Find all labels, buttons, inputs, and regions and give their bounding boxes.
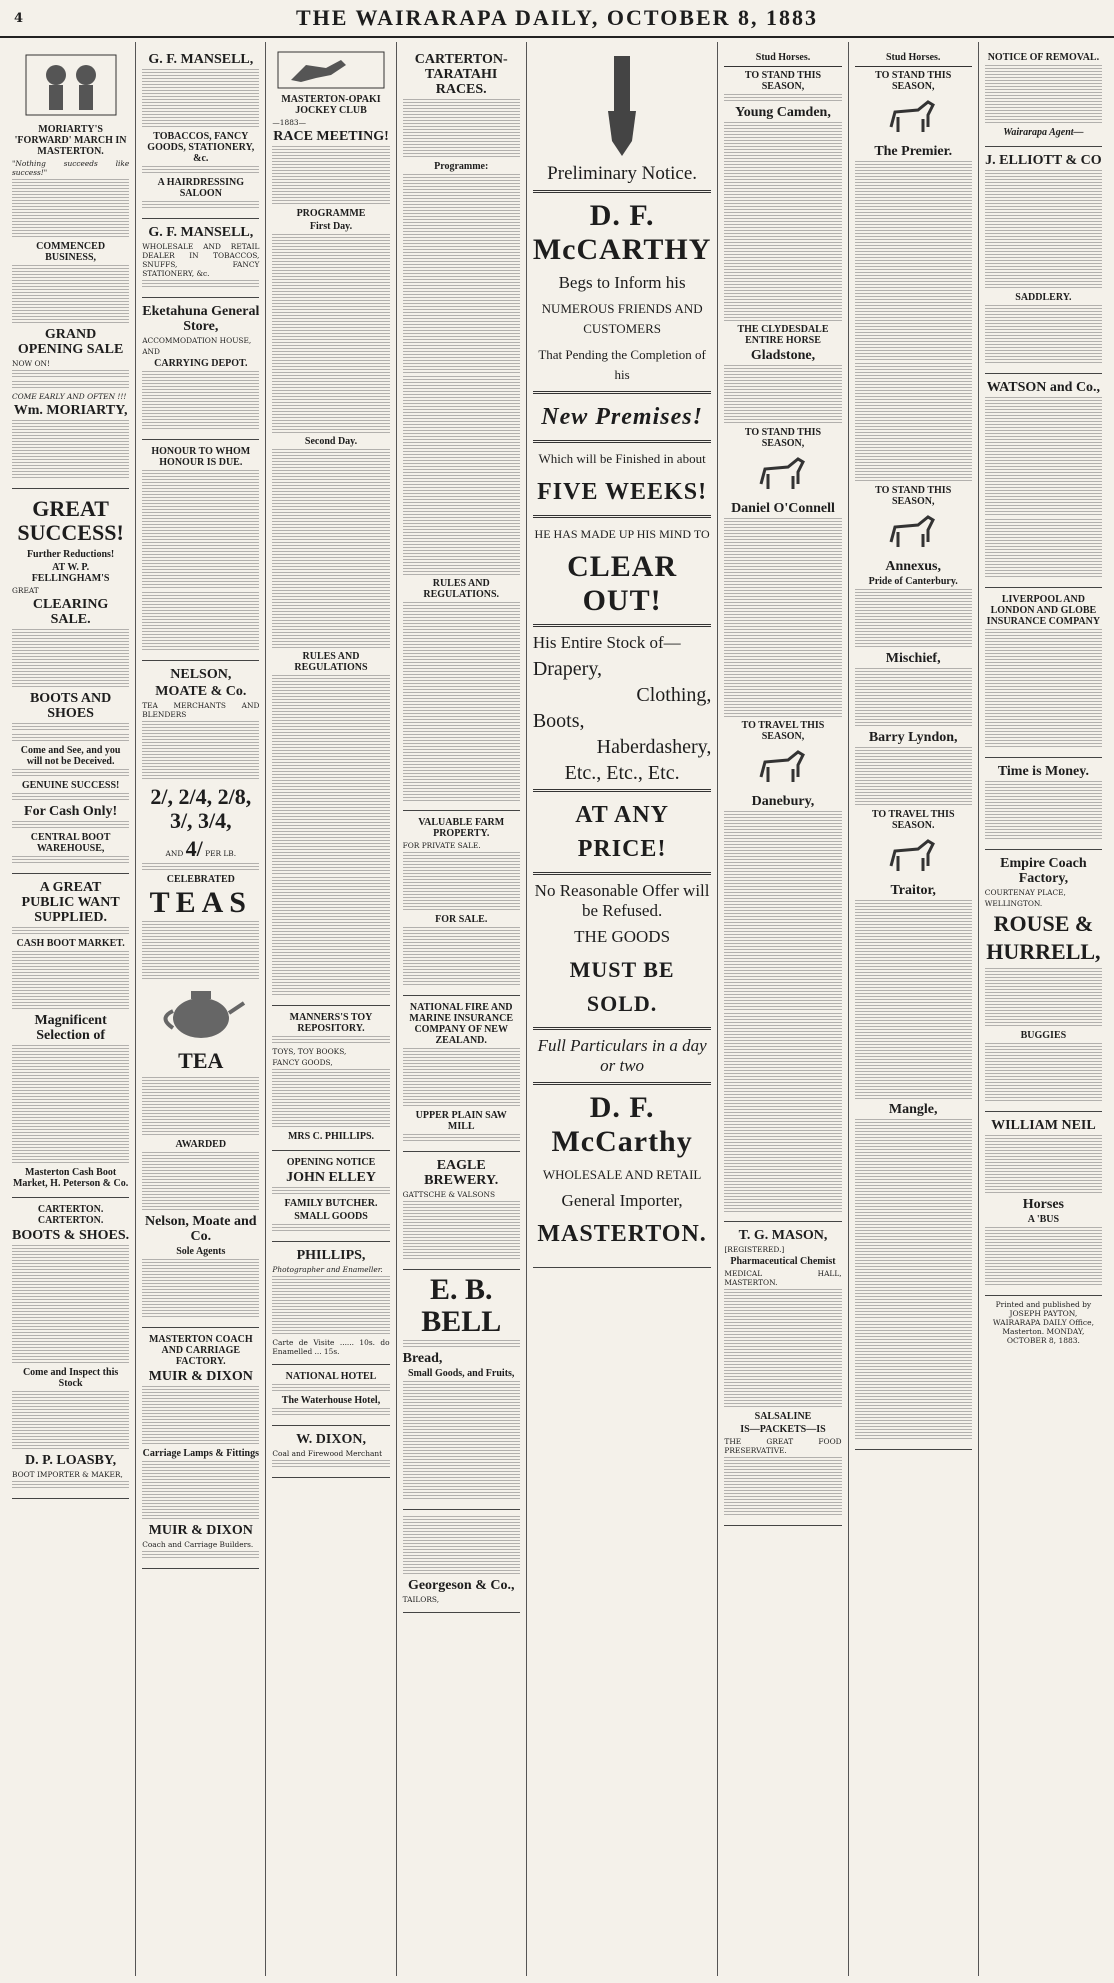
programme-heading: PROGRAMME [296,208,366,219]
come-early: COME EARLY AND OFTEN !!! [12,392,127,401]
nelson-name: NELSON, [170,667,232,682]
carrying-depot: CARRYING DEPOT. [154,358,248,369]
pending-completion: That Pending the Completion of his [538,347,706,382]
mansell-tobaccos: TOBACCOS, FANCY GOODS, STATIONERY, &c. [147,131,255,164]
moriarty-ad [12,46,129,489]
empire-ad [985,850,1102,1112]
family-butcher: FAMILY BUTCHER. [284,1198,378,1209]
etc-line: Etc., Etc., Etc. [564,762,680,784]
carriage-lamps: Carriage Lamps & Fittings [142,1448,259,1459]
clear-out: CLEAR OUT! [567,550,678,617]
carterton-heading: CARTERTON. CARTERTON. [37,1204,104,1226]
five-weeks: FIVE WEEKS! [537,479,708,505]
courtenay-place: COURTENAY PLACE, [984,888,1066,897]
buggies: BUGGIES [1020,1030,1067,1041]
registered: [REGISTERED.] [724,1245,785,1254]
no-reasonable: No Reasonable Offer will be Refused. [534,881,710,920]
mansell-sub: WHOLESALE AND RETAIL DEALER IN TOBACCOS, SNUFFS, FANCY STATIONERY, &c. [142,242,260,278]
manners-heading: MANNERS'S TOY REPOSITORY. [289,1012,373,1034]
private-sale: FOR PRIVATE SALE. [402,841,481,850]
moriarty-illustration [21,50,121,120]
awarded: AWARDED [175,1139,227,1150]
newspaper-title: THE WAIRARAPA DAILY, OCTOBER 8, 1883 [295,5,819,30]
georgeson: Georgeson & Co., [407,1578,515,1593]
mrs-phillips: MRS C. PHILLIPS. [287,1131,375,1142]
for-cash-only: For Cash Only! [24,804,118,819]
genuine-success: GENUINE SUCCESS! [21,780,120,791]
moate-name: MOATE & Co. [155,684,247,699]
hurrell: HURRELL, [986,939,1101,964]
stud-horses-ad-2 [855,46,972,1450]
rouse: ROUSE & [993,911,1094,936]
mason-name: T. G. MASON, [738,1228,828,1243]
entire-stock: His Entire Stock of— [532,633,681,652]
coach-builders: Coach and Carriage Builders. [142,1540,254,1549]
carte-prices: Carte de Visite ...... 10s. do Enamelled ... 15s. [272,1338,390,1356]
eketahuna-store: Eketahuna General Store, [142,304,260,334]
clydesdale: THE CLYDESDALE ENTIRE HORSE [737,324,829,346]
race-meeting: RACE MEETING! [273,129,389,144]
drapery: Drapery, [532,658,603,680]
imprint: Printed and published by JOSEPH PAYTON, WAIRARAPA DAILY Office, Masterton. MONDAY, OCTOBER 8, 1883. [992,1300,1094,1345]
come-inspect: Come and Inspect this Stock [22,1367,119,1389]
small-goods-fruits: Small Goods, and Fruits, [408,1368,515,1379]
coal-merchant: Coal and Firewood Merchant [272,1449,383,1458]
a-bus: A 'BUS [1027,1214,1060,1225]
boots: Boots, [532,710,585,732]
fancy-goods: FANCY GOODS, [272,1058,333,1067]
great-word: GREAT [12,586,39,595]
mischief: Mischief, [885,651,941,666]
pride-canterbury: Pride of Canterbury. [868,576,958,587]
national-insurance-ad [403,996,520,1152]
national-fire: NATIONAL FIRE AND MARINE INSURANCE COMPANY OF NEW ZEALAND. [409,1002,514,1046]
horses: Horses [1022,1197,1064,1212]
haberdashery: Haberdashery, [596,736,712,758]
the-premier: The Premier. [874,144,953,159]
empire-coach: Empire Coach Factory, [1000,856,1087,886]
carriage-factory: MASTERTON COACH AND CARRIAGE FACTORY. [148,1334,253,1367]
valuable-farm: VALUABLE FARM PROPERTY. [418,817,505,839]
small-goods: SMALL GOODS [294,1211,368,1222]
waterhouse-hotel: The Waterhouse Hotel, [281,1395,381,1406]
muir-dixon-ad [142,1328,259,1569]
clearing-sale: CLEARING SALE. [32,597,109,627]
columns [6,42,1108,1976]
wellington: WELLINGTON. [984,899,1043,908]
begs-inform: Begs to Inform his [558,273,686,292]
horse-illustration-4 [883,512,943,552]
teapot-illustration [156,983,246,1043]
column-7 [849,42,979,1976]
magnificent-selection: Magnificent Selection of [34,1013,107,1043]
barry-lyndon: Barry Lyndon, [868,730,958,745]
phillips-name: PHILLIPS, [296,1248,366,1263]
time-is-money: Time is Money. [997,764,1089,779]
column-4 [397,42,527,1976]
packets: IS—PACKETS—IS [740,1424,826,1435]
and-2: AND [165,849,184,858]
grand-opening-sale: GRAND OPENING SALE [17,327,124,357]
danebury: Danebury, [751,794,815,809]
and-word: AND [142,347,160,356]
which-finished: Which will be Finished in about [538,451,706,466]
honour-ad [142,440,259,661]
liverpool-ad [985,588,1102,758]
dixon-ad [272,1426,389,1478]
preliminary-notice: Preliminary Notice. [547,163,698,184]
cash-boot-market: CASH BOOT MARKET. [16,938,125,949]
jockey-club-ad [272,46,389,1006]
nelson-moate-2: Nelson, Moate and Co. [144,1214,257,1244]
upper-plain: UPPER PLAIN SAW MILL [415,1110,507,1132]
clothing: Clothing, [636,684,712,706]
time-money-ad [985,758,1102,850]
great-public-want: A GREAT PUBLIC WANT SUPPLIED. [21,880,120,925]
come-and-see: Come and See, and you will not be Deceived. [20,745,121,767]
watson-ad [985,374,1102,588]
full-particulars: Full Particulars in a day or two [537,1036,707,1075]
nelson-moate-ad [142,661,259,1328]
john-elley: JOHN ELLEY [286,1170,376,1185]
opening-notice: OPENING NOTICE [286,1157,376,1168]
col4-programme: Programme: [434,161,489,172]
great-food: THE GREAT FOOD PRESERVATIVE. [724,1437,842,1455]
bell-ad [403,1270,520,1510]
mccarthy-name: D. F. McCARTHY [532,199,712,266]
column-2 [136,42,266,1976]
masterton-cash-boot: Masterton Cash Boot Market, H. Peterson & Co. [12,1167,129,1189]
saddlery: SADDLERY. [1015,292,1072,303]
further-reductions: Further Reductions! [26,549,115,560]
notice-removal: NOTICE OF REMOVAL. [987,52,1100,63]
honour-heading: HONOUR TO WHOM HONOUR IS DUE. [151,446,251,468]
loasby-sub: BOOT IMPORTER & MAKER, [12,1470,123,1479]
boots-and-shoes: BOOTS AND SHOES [29,691,112,721]
for-sale-2: FOR SALE. [435,914,488,925]
made-mind: HE HAS MADE UP HIS MIND TO [534,527,710,541]
general-importer: General Importer, [561,1191,683,1210]
loasby-name: D. P. LOASBY, [25,1453,117,1468]
toys: TOYS, TOY BOOKS, [272,1047,347,1056]
mason-ad [724,1222,841,1526]
mansell-name-1: G. F. MANSELL, [148,52,254,67]
the-goods: THE GOODS [574,927,671,946]
masterton: MASTERTON. [537,1221,707,1247]
mansell-name-2: G. F. MANSELL, [148,225,254,240]
georgeson-ad [403,1510,520,1613]
wm-moriarty: Wm. MORIARTY, [13,403,128,418]
central-boot-warehouse: CENTRAL BOOT WAREHOUSE, [30,832,111,854]
stud-horses-heading-2: Stud Horses. [885,52,941,63]
mccarthy-ad [533,46,712,1268]
celebrated: CELEBRATED [166,874,235,885]
mansell-ad-1 [142,46,259,219]
any-price: AT ANY PRICE! [575,802,669,862]
phillips-ad [272,1242,389,1365]
wholesale-retail: WHOLESALE AND RETAIL [542,1167,702,1182]
gattsche: GATTSCHE & VALSONS [402,1190,496,1199]
elliott-name: J. ELLIOTT & CO [985,153,1102,168]
carterton-races: CARTERTON-TARATAHI RACES. [414,52,508,97]
sole-agents: Sole Agents [176,1246,226,1257]
eb-bell: E. B. BELL [421,1273,502,1338]
stand-season-1: TO STAND THIS SEASON, [744,70,822,92]
must-be-sold: MUST BE SOLD. [569,957,675,1016]
column-6 [718,42,848,1976]
column-3 [266,42,396,1976]
horse-illustration-2 [753,747,813,787]
eagle-brewery-ad [403,1152,520,1270]
page-number: 4 [14,10,24,26]
bread: Bread, [402,1351,443,1366]
daniel-oconnell: Daniel O'Connell [731,501,835,516]
column-5 [527,42,719,1976]
first-day: First Day. [309,221,353,232]
tailors: TAILORS, [402,1595,440,1604]
stud-horses-heading: Stud Horses. [755,52,811,63]
liverpool-insurance: LIVERPOOL AND LONDON AND GLOBE INSURANCE COMPANY [986,594,1101,627]
eketahuna-ad [142,298,259,440]
commenced-business: COMMENCED BUSINESS, [36,241,106,263]
medical-hall: MEDICAL HALL, MASTERTON. [724,1269,842,1287]
new-premises: New Premises! [541,404,703,430]
photographer: Photographer and Enameller. [272,1265,383,1274]
manners-ad [272,1006,389,1151]
muir-dixon-1: MUIR & DIXON [148,1369,253,1384]
jockey-club-name: MASTERTON-OPAKI JOCKEY CLUB [281,94,381,116]
horse-illustration-3 [883,97,943,137]
col7-stand-season-1: TO STAND THIS SEASON, [875,70,952,92]
farm-property-ad [403,811,520,996]
horse-illustration-1 [753,454,813,494]
masthead [0,0,1114,38]
moriarty-heading: MORIARTY'S 'FORWARD' MARCH IN MASTERTON. [14,124,127,157]
col4-rules: RULES AND REGULATIONS. [423,578,500,600]
annexus: Annexus, [885,559,942,574]
stud-horses-ad [724,46,841,1222]
accommodation-house: ACCOMMODATION HOUSE, [142,336,252,345]
mccarthy-name-2: D. F. McCarthy [551,1091,693,1158]
carterton-races-ad [403,46,520,811]
salsaline: SALSALINE [754,1411,812,1422]
at-fellingham: AT W. P. FELLINGHAM'S [31,562,110,584]
horse-racing-illustration [276,50,386,90]
watson-name: WATSON and Co., [986,380,1101,395]
horse-illustration-5 [883,836,943,876]
w-dixon: W. DIXON, [296,1432,366,1447]
wairarapa-agent: Wairarapa Agent— [1003,127,1084,138]
mansell-ad-2 [142,219,259,298]
rules-heading: RULES AND REGULATIONS [294,651,368,673]
national-hotel-ad [272,1365,389,1426]
tea-word: TEA [178,1048,224,1073]
fellingham-ad [12,489,129,874]
pharmaceutical-chemist: Pharmaceutical Chemist [730,1256,836,1267]
elliott-ad [985,147,1102,374]
per-lb: PER LB. [205,849,237,858]
eagle-brewery: EAGLE BREWERY. [424,1158,499,1188]
stand-season-2: TO STAND THIS SEASON, [744,427,822,449]
column-8 [979,42,1108,1976]
muir-dixon-2: MUIR & DIXON [148,1523,253,1538]
boots-shoes-2: BOOTS & SHOES. [12,1228,130,1243]
gladstone: Gladstone, [750,348,816,363]
traitor: Traitor, [890,883,936,898]
col7-travel-season: TO TRAVEL THIS SEASON. [871,809,955,831]
tea-prices: 2/, 2/4, 2/8, 3/, 3/4, [150,784,252,833]
great-success: GREAT SUCCESS! [17,496,124,545]
tea-merchants: TEA MERCHANTS AND BLENDERS [142,701,260,719]
second-day: Second Day. [304,436,358,447]
elley-ad [272,1151,389,1242]
tea-price-four: 4/ [185,836,203,861]
numerous-friends: NUMEROUS FRIENDS AND CUSTOMERS [541,301,703,336]
moriarty-motto: "Nothing succeeds like success!" [12,159,130,177]
travel-season: TO TRAVEL THIS SEASON, [741,720,825,742]
now-on: NOW ON! [12,359,50,368]
race-year: —1883— [272,118,306,127]
column-1 [6,42,136,1976]
carterton-boots-ad [12,1198,129,1499]
removal-ad [985,46,1102,147]
young-camden: Young Camden, [735,105,831,120]
neil-ad [985,1112,1102,1296]
william-neil: WILLIAM NEIL [991,1118,1096,1133]
cash-boot-market-ad [12,874,129,1198]
national-hotel: NATIONAL HOTEL [285,1371,377,1382]
hairdressing-saloon: A HAIRDRESSING SALOON [157,177,245,199]
col7-stand-season-2: TO STAND THIS SEASON, [875,485,952,507]
teas-word: TEAS [149,886,252,919]
pointing-hand-illustration [602,56,642,156]
mangle: Mangle, [888,1102,938,1117]
